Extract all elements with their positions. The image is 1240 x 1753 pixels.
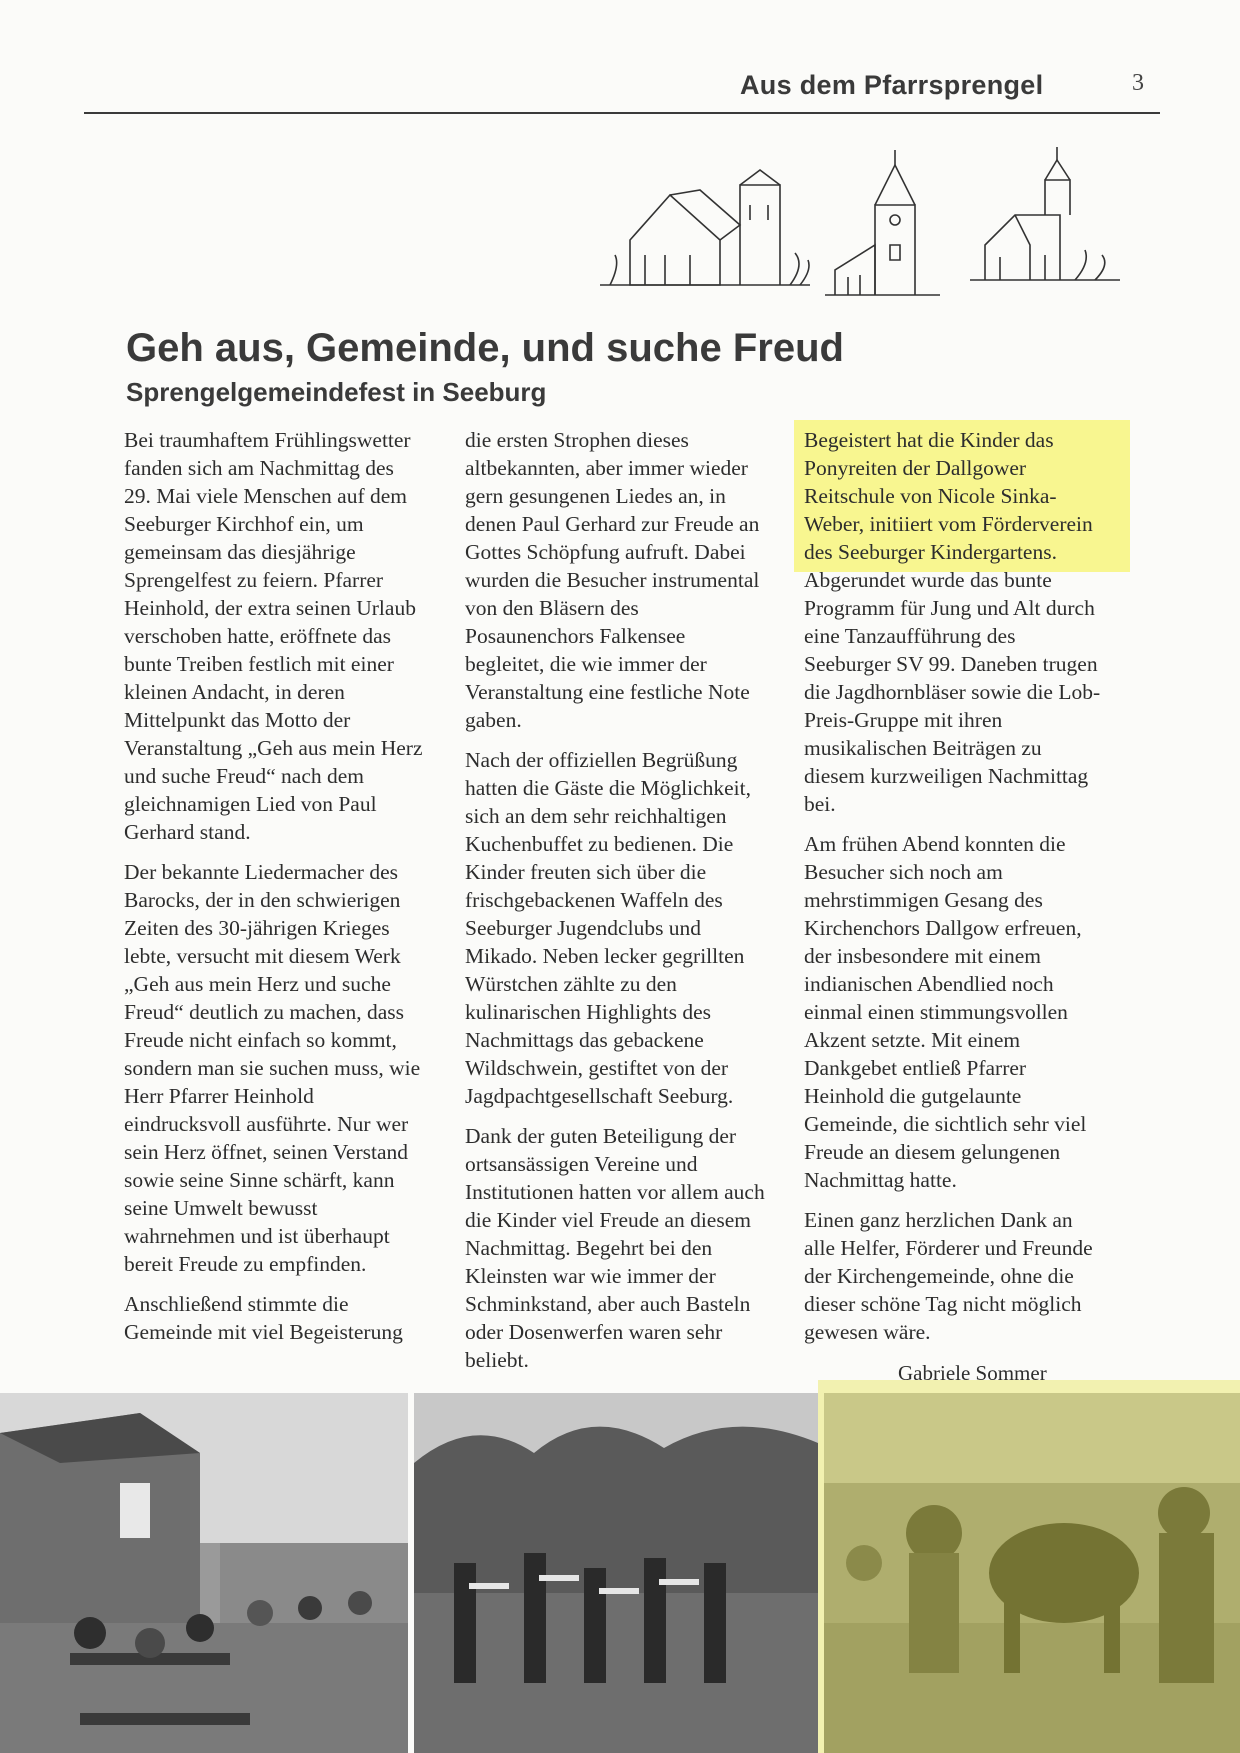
paragraph: Einen ganz herzlichen Dank an alle Helfer, Förderer und Freunde der Kirchengemeinde, ohne die dieser schöne Tag nicht möglich gewesen wäre. — [804, 1208, 1093, 1344]
paragraph: Der bekannte Liedermacher des Barocks, der in den schwierigen Zeiten des 30-jährigen Krieges lebte, versucht mit diesem Werk „Geh aus mein Herz und suche Freud“ deutlich zu machen, dass Freude nicht einfach so kommt, sondern man sie suchen muss, wie Herr Pfarrer Heinhold eindrucksvoll ausführte. Nur wer sein Herz öffnet, seinen Verstand sowie seine Sinne schärft, kann seine Umwelt bewusst wahrnehmen und ist überhaupt bereit Freude zu empfinden. — [124, 860, 421, 1276]
paragraph: Dank der guten Beteiligung der ortsansässigen Vereine und Institutionen hatten vor allem auch die Kinder viel Freude an diesem Nachmittag. Begehrt bei den Kleinsten war wie immer der Schminkstand, aber auch Basteln oder Dosenwerfen waren sehr beliebt. — [465, 1124, 765, 1372]
church-illustrations — [590, 145, 1130, 310]
paragraph: Am frühen Abend konnten die Besucher sich noch am mehrstimmigen Gesang des Kirchenchors Dallgow erfreuen, der insbesondere mit einem indianischen Abendlied noch einmal einen stimmungsvollen Akzent setzte. Mit einem Dankgebet entließ Pfarrer Heinhold die gutgelaunte Gemeinde, die sichtlich sehr viel Freude an diesem gelungenen Nachmittag hatte. — [804, 832, 1087, 1192]
article-column-3 — [804, 426, 1104, 1358]
photo-dance — [414, 1393, 818, 1753]
church-sketch-2 — [825, 150, 940, 295]
photo-churchyard — [0, 1393, 408, 1753]
paragraph: Anschließend stimmte die Gemeinde mit viel Begeisterung — [124, 1292, 403, 1344]
paragraph: Bei traumhaftem Frühlingswetter fanden sich am Nachmittag des 29. Mai viele Menschen auf dem Seeburger Kirchhof ein, um gemeinsam das diesjährige Sprengelfest zu feiern. Pfarrer Heinhold, der extra seinen Urlaub verschoben hatte, eröffnete das bunte Treiben festlich mit einer kleinen Andacht, in deren Mittelpunkt das Motto der Veranstaltung „Geh aus mein Herz und suche Freud“ nach dem gleichnamigen Lied von Paul Gerhard stand. — [124, 428, 423, 844]
church-sketch-1 — [600, 170, 810, 285]
header-rule — [84, 112, 1160, 114]
article-column-1 — [124, 426, 424, 1358]
paragraph: Nach der offiziellen Begrüßung hatten die Gäste die Möglichkeit, sich an dem sehr reichhaltigen Kuchenbuffet zu bedienen. Die Kinder freuten sich über die frischgebackenen Waffeln des Seeburger Jugendclubs und Mikado. Neben lecker gegrillten Würstchen zählte zu den kulinarischen Highlights des Nachmittags das gebackene Wildschwein, gestiftet von der Jagdpachtgesellschaft Seeburg. — [465, 748, 751, 1108]
author-signature: Gabriele Sommer — [898, 1361, 1047, 1385]
photo-highlight — [818, 1380, 1240, 1753]
article-column-2 — [465, 426, 765, 1386]
article-headline: Geh aus, Gemeinde, und suche Freud — [126, 326, 844, 370]
paragraph: die ersten Strophen dieses altbekannten, aber immer wieder gern gesungenen Liedes an, in denen Paul Gerhard zur Freude an Gottes Schöpfung aufruft. Dabei wurden die Besucher instrumental von den Bläsern des Posaunenchors Falkensee begleitet, die wie immer der Veranstaltung eine festliche Note gaben. — [465, 428, 760, 732]
section-header-title: Aus dem Pfarrsprengel — [740, 70, 1044, 100]
article-subheadline: Sprengelgemeindefest in Seeburg — [126, 377, 547, 407]
church-sketch-3 — [970, 147, 1120, 280]
paragraph: Begeistert hat die Kinder das Ponyreiten der Dallgower Reitschule von Nicole Sinka-Weber, initiiert vom Förderverein des Seeburger Kindergartens. Abgerundet wurde das bunte Programm für Jung und Alt durch eine Tanzaufführung des Seeburger SV 99. Daneben trugen die Jagdhornbläser sowie die Lob-Preis-Gruppe mit ihren musikalischen Beiträgen zu diesem kurzweiligen Nachmittag bei. — [804, 428, 1101, 816]
page-number: 3 — [1132, 70, 1144, 96]
